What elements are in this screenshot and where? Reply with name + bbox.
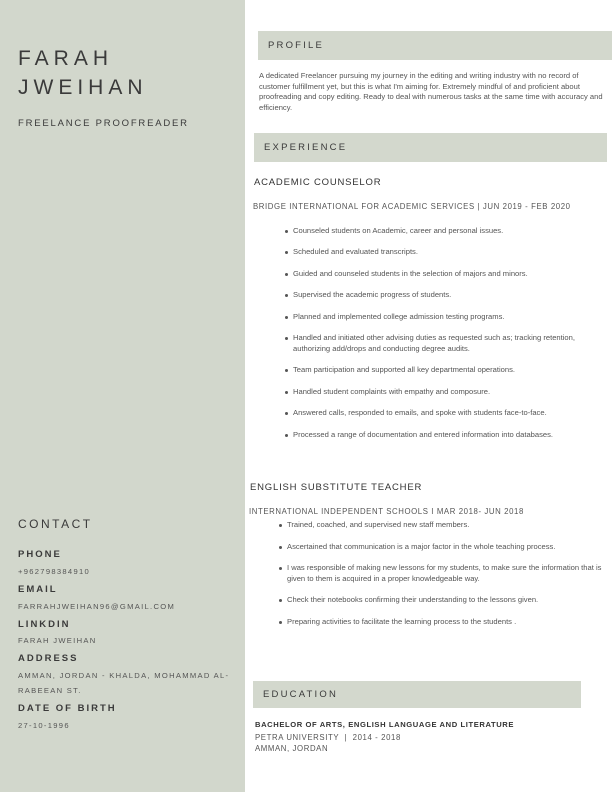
- address-label: ADDRESS: [18, 653, 79, 664]
- list-item: Planned and implemented college admission testing programs.: [293, 312, 605, 323]
- dob-value: 27-10-1996: [18, 721, 70, 730]
- education-heading: EDUCATION: [253, 681, 581, 708]
- list-item: Supervised the academic progress of students.: [293, 290, 605, 301]
- school-location: AMMAN, JORDAN: [255, 744, 329, 753]
- list-item: Handled student complaints with empathy and composure.: [293, 387, 605, 398]
- list-item: Ascertained that communication is a major factor in the whole teaching process.: [287, 542, 605, 553]
- list-item: I was responsible of making new lessons for my students, to make sure the information that is given to them is acquired in a proper knowledgeable way.: [287, 563, 605, 584]
- dob-label: DATE OF BIRTH: [18, 703, 117, 714]
- phone-value: +962798384910: [18, 567, 91, 576]
- list-item: Answered calls, responded to emails, and spoke with students face-to-face.: [293, 408, 605, 419]
- job-company: BRIDGE INTERNATIONAL FOR ACADEMIC SERVICES | JUN 2019 - FEB 2020: [253, 202, 571, 211]
- list-item: Trained, coached, and supervised new staff members.: [287, 520, 605, 531]
- list-item: Team participation and supported all key departmental operations.: [293, 365, 605, 376]
- first-name: FARAH: [18, 47, 114, 70]
- job-title: ENGLISH SUBSTITUTE TEACHER: [250, 482, 423, 493]
- email-value: FARRAHJWEIHAN96@GMAIL.COM: [18, 602, 176, 611]
- linkedin-label: LINKDIN: [18, 619, 71, 630]
- phone-label: PHONE: [18, 549, 62, 560]
- contact-heading: CONTACT: [18, 517, 93, 531]
- list-item: Processed a range of documentation and entered information into databases.: [293, 430, 605, 441]
- list-item: Handled and initiated other advising duties as requested such as; tracking retention, authorizing add/drops and conducting degree audits.: [293, 333, 605, 354]
- email-label: EMAIL: [18, 584, 58, 595]
- list-item: Guided and counseled students in the selection of majors and minors.: [293, 269, 605, 280]
- list-item: Scheduled and evaluated transcripts.: [293, 247, 605, 258]
- last-name: JWEIHAN: [18, 76, 148, 99]
- address-value: AMMAN, JORDAN - KHALDA, MOHAMMAD AL-RABEEAN ST.: [18, 671, 230, 695]
- job-bullets: [293, 226, 605, 440]
- list-item: Preparing activities to facilitate the learning process to the students .: [287, 617, 605, 628]
- job-role: FREELANCE PROOFREADER: [18, 118, 189, 129]
- profile-heading: PROFILE: [258, 31, 612, 60]
- experience-heading: EXPERIENCE: [254, 133, 607, 162]
- list-item: Counseled students on Academic, career and personal issues.: [293, 226, 605, 237]
- job-bullets: [287, 520, 605, 627]
- linkedin-value: FARAH JWEIHAN: [18, 636, 97, 645]
- degree: BACHELOR OF ARTS, ENGLISH LANGUAGE AND LITERATURE: [255, 720, 515, 729]
- profile-text: A dedicated Freelancer pursuing my journey in the editing and writing industry with no record of customer fulfillment yet, but this is what I'm aiming for. Extremely mindful of and proficient about proofreading and copy editing. Ready to deal with numerous tasks at the same time with accuracy and efficiency.: [259, 71, 603, 112]
- job-company: INTERNATIONAL INDEPENDENT SCHOOLS I MAR 2018- JUN 2018: [249, 507, 524, 516]
- job-title: ACADEMIC COUNSELOR: [254, 177, 382, 188]
- candidate-name: [18, 44, 148, 102]
- school: PETRA UNIVERSITY | 2014 - 2018: [255, 733, 401, 742]
- list-item: Check their notebooks confirming their understanding to the lessons given.: [287, 595, 605, 606]
